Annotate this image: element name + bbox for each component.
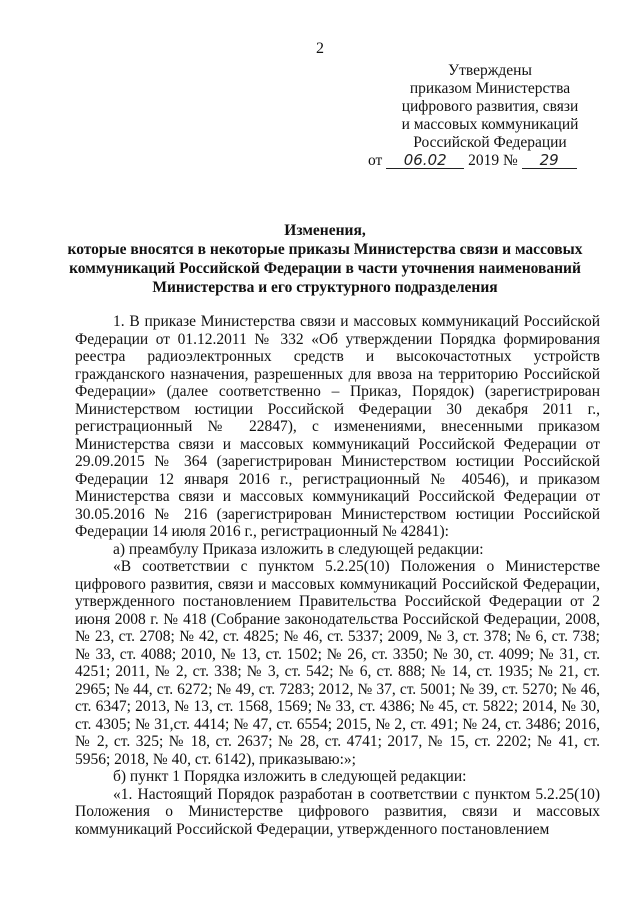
year-text: 2019 № — [468, 152, 518, 169]
date-prefix: от — [368, 152, 383, 169]
document-body — [75, 313, 600, 838]
approval-line: Утверждены — [448, 62, 532, 79]
approval-line: и массовых коммуникаций — [401, 116, 579, 133]
approval-line: цифрового развития, связи — [401, 98, 579, 115]
paragraph: 1. В приказе Министерства связи и массовых коммуникаций Российской Федерации от 01.12.2011 № 332 «Об утверждении Порядка формирования реестра радиоэлектронных средств и высокочастотных устройств гражданского назначения, разрешенных для ввоза на территорию Российской Федерации» (далее соответственно – Приказ, Порядок) (зарегистрирован Министерством юстиции Российской Федерации 30 декабря 2011 г., регистрационный № 22847), с изменениями, внесенными приказом Министерства связи и массовых коммуникаций Российской Федерации от 29.09.2015 № 364 (зарегистрирован Министерством юстиции Российской Федерации 12 января 2016 г., регистрационный № 40546), и приказом Министерства связи и массовых коммуникаций Российской Федерации от 30.05.2016 № 216 (зарегистрирован Министерством юстиции Российской Федерации 14 июля 2016 г., регистрационный № 42841): — [75, 313, 600, 540]
paragraph: б) пункт 1 Порядка изложить в следующей редакции: — [113, 768, 467, 785]
approval-stamp — [380, 62, 600, 152]
handwritten-date: 06.02 — [386, 152, 464, 169]
approval-line: Российской Федерации — [413, 134, 567, 151]
document-title — [60, 221, 590, 297]
paragraph: а) преамбулу Приказа изложить в следующей редакции: — [113, 540, 484, 558]
title-subtitle: которые вносятся в некоторые приказы Министерства связи и массовых коммуникаций Российской Федерации в части уточнения наименований Министерства и его структурного подразделения — [67, 241, 583, 296]
paragraph: «1. Настоящий Порядок разработан в соответствии с пунктом 5.2.25(10) Положения о Министерстве цифрового развития, связи и массовых коммуникаций Российской Федерации, утвержденного постановлением — [75, 785, 600, 838]
title-line: Изменения, — [284, 222, 366, 239]
page-number: 2 — [316, 40, 324, 57]
handwritten-number: 29 — [522, 152, 577, 169]
paragraph: «В соответствии с пунктом 5.2.25(10) Положения о Министерстве цифрового развития, связи и массовых коммуникаций Российской Федерации, утвержденного постановлением Правительства Российской Федерации от 2 июня 2008 г. № 418 (Собрание законодательства Российской Федерации, 2008, № 23, ст. 2708; № 42, ст. 4825; № 46, ст. 5337; 2009, № 3, ст. 378; № 6, ст. 738; № 33, ст. 4088; 2010, № 13, ст. 1502; № 26, ст. 3350; № 30, ст. 4099; № 31, ст. 4251; 2011, № 2, ст. 338; № 3, ст. 542; № 6, ст. 888; № 14, ст. 1935; № 21, ст. 2965; № 44, ст. 6272; № 49, ст. 7283; 2012, № 37, ст. 5001; № 39, ст. 5270; № 46, ст. 6347; 2013, № 13, ст. 1568, 1569; № 33, ст. 4386; № 45, ст. 5822; 2014, № 30, ст. 4305; № 31,ст. 4414; № 47, ст. 6554; 2015, № 2, ст. 491; № 24, ст. 3486; 2016, № 2, ст. 325; № 18, ст. 2637; № 28, ст. 4741; 2017, № 15, ст. 2202; № 41, ст. 5956; 2018, № 40, ст. 6142), приказываю:»; — [75, 558, 600, 768]
approval-date-line — [368, 152, 608, 170]
approval-line: приказом Министерства — [409, 80, 571, 97]
